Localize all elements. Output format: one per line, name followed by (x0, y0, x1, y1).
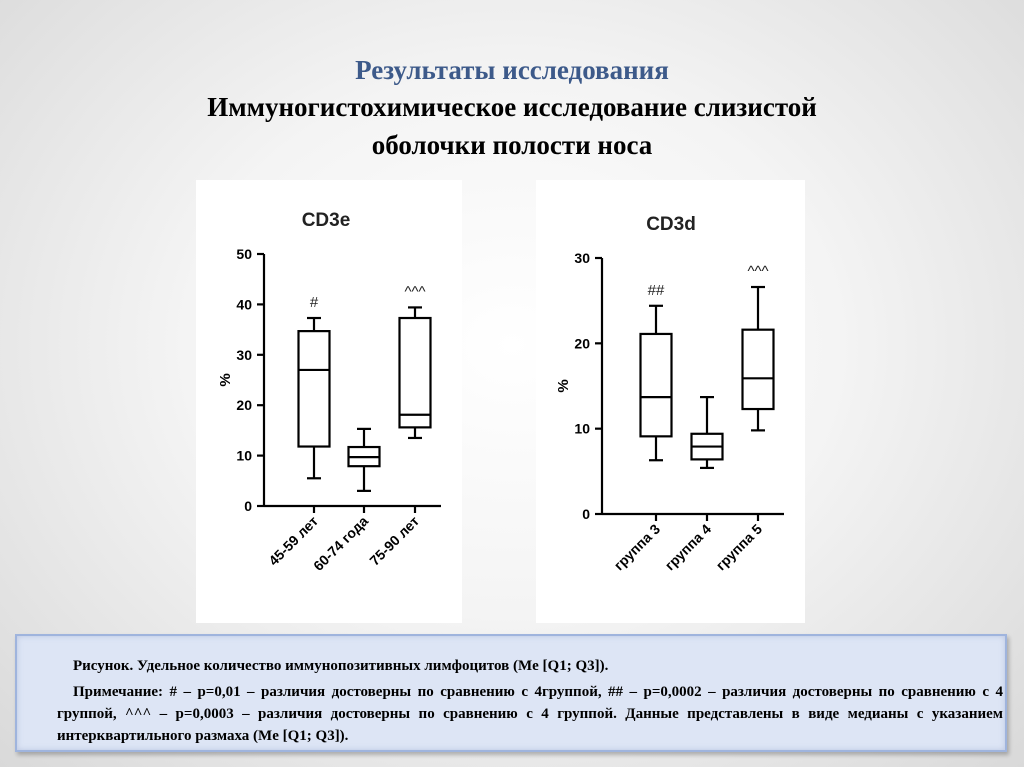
y-tick-label: 30 (574, 250, 590, 266)
slide-title: Результаты исследования (355, 55, 669, 85)
significance-marker: ^^^ (404, 283, 426, 301)
y-tick-label: 20 (236, 397, 252, 414)
iqr-box (743, 330, 774, 409)
y-tick-label: 10 (574, 420, 590, 437)
slide-title-block (0, 52, 1024, 164)
y-tick-label: 0 (582, 506, 590, 522)
x-category-label: 45-59 лет (265, 512, 322, 569)
y-tick-label: 40 (236, 296, 252, 313)
chart-panel-cd3e (196, 180, 462, 623)
iqr-box (299, 331, 330, 446)
chart-title: CD3d (646, 214, 696, 235)
x-category-label: 60-74 года (310, 512, 372, 574)
x-category-label: группа 4 (661, 520, 715, 574)
boxplot-chart-cd3e (196, 180, 462, 623)
y-tick-label: 0 (244, 498, 252, 514)
figure-caption-box (15, 634, 1007, 752)
chart-panel-cd3d (536, 180, 805, 623)
boxplot-chart-cd3d (536, 180, 805, 623)
iqr-box (400, 318, 431, 427)
x-category-label: группа 5 (712, 520, 766, 574)
y-tick-label: 20 (574, 335, 590, 352)
x-category-label: группа 3 (610, 520, 664, 574)
figure-note: Примечание: # – p=0,01 – различия достоверны по сравнению с 4группой, ## – p=0,0002 – различия достоверны по сравнению с 4 группой, ^^^ – p=0,0003 – различия достоверны по сравнению с 4 группой. Данные представлены в виде медианы с указанием интерквартильного размаха (Me [Q1; Q3]). (57, 684, 1003, 744)
significance-marker: # (309, 294, 319, 312)
y-tick-label: 10 (236, 447, 252, 464)
figure-caption: Рисунок. Удельное количество иммунопозитивных лимфоцитов (Me [Q1; Q3]). (73, 658, 609, 674)
significance-marker: ^^^ (747, 263, 769, 281)
y-axis-label: % (217, 373, 234, 387)
chart-title: CD3e (301, 210, 351, 231)
slide-subtitle-line1: Иммуногистохимическое исследование слизистой (207, 92, 817, 122)
significance-marker: ## (647, 281, 665, 299)
y-tick-label: 30 (236, 346, 252, 363)
x-category-label: 75-90 лет (366, 512, 423, 569)
y-tick-label: 50 (236, 246, 252, 262)
y-axis-label: % (555, 379, 572, 393)
iqr-box (641, 334, 672, 436)
slide-subtitle-line2: оболочки полости носа (371, 130, 653, 160)
